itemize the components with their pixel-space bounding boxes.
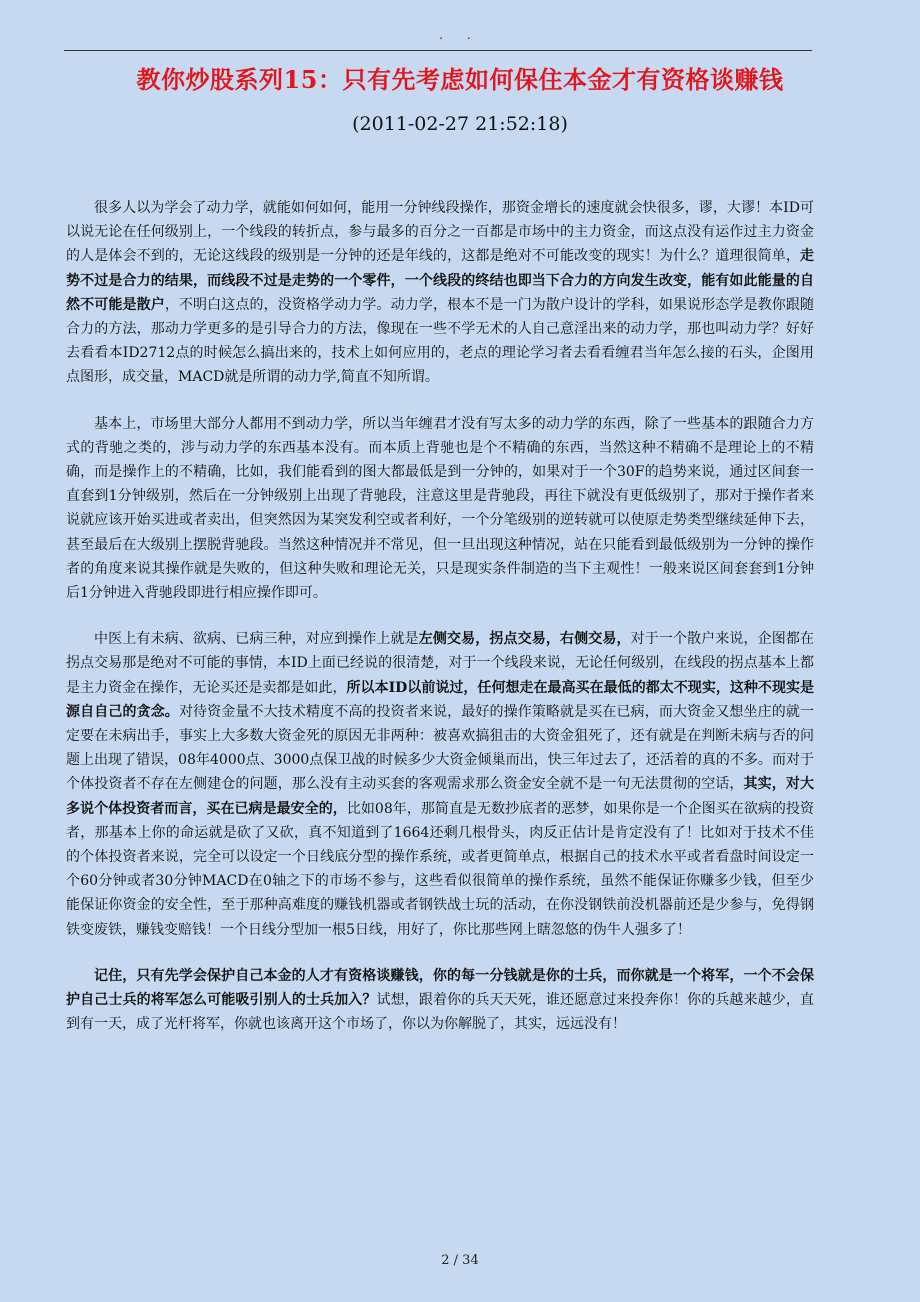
text-run: ，不明白这点的，没资格学动力学。动力学，根本不是一门为散户设计的学科，如果说形态学是教你跟随合力的方法，那动力学更多的是引导合力的方法，像现在一些不学无术的人自己意淫出来的动力学，那也叫动力学？好好去看看本ID2712点的时候怎么搞出来的，技术上如何应用的，老点的理论学习者去看看缠君当年怎么接的石头，企图用点图形，成交量，MACD就是所谓的动力学,简直不知所谓。 [66, 296, 815, 386]
bold-text-run: 左侧交易，拐点交易，右侧交易， [418, 631, 631, 648]
paragraph-1 [66, 196, 814, 390]
text-run: 对待资金量不大技术精度不高的投资者来说，最好的操作策略就是买在已病，而大资金又想坐庄的就一定要在未病出手，事实上大多数大资金死的原因无非两种：被喜欢搞狙击的大资金狙死了，还有就是在判断未病与否的问题上出现了错误，08年4000点、3000点保卫战的时候多少大资金倾巢而出，快三年过去了，还活着的真的不多。而对于个体投资者不存在左侧建仓的问题，那么没有主动买套的客观需求那么资金安全就不是一句无法贯彻的空话， [66, 703, 815, 793]
text-run: 很多人以为学会了动力学，就能如何如何，能用一分钟线段操作，那资金增长的速度就会快很多，谬，大谬！本ID可以说无论在任何级别上，一个线段的转折点，参与最多的百分之一百都是市场中的主力资金，而这点没有运作过主力资金的人是体会不到的，无论这线段的级别是一分钟的还是年线的，这都是绝对不可能改变的现实！为什么？道理很简单， [66, 200, 814, 265]
bold-text-run: 记住，只有先学会保护自己本金的人才有资格谈赚钱，你的每一分钱就是你的士兵，而你就是一个将军，一个不会保护自己士兵的将军怎么可能吸引别人的士兵加入？ [66, 967, 814, 1009]
text-run: 中医上有未病、欲病、已病三种，对应到操作上就是 [94, 631, 419, 648]
text-run: 比如08年，那简直是无数抄底者的恶梦，如果你是一个企图买在欲病的投资者，那基本上你的命运就是砍了又砍，真不知道到了1664还剩几根骨头，肉反正估计是肯定没有了！比如对于技术不佳的个体投资者来说，完全可以设定一个日线底分型的操作系统，或者更简单点，根据自己的技术水平或者看盘时间设定一个60分钟或者30分钟MACD在0轴之下的市场不参与，这些看似很简单的操作系统，虽然不能保证你赚多少钱，但至少能保证你资金的安全性，至于那种高难度的赚钱机器或者钢铁战士玩的活动，在你没钢铁前没机器前还是少参与，免得钢铁变废铁，赚钱变赔钱！一个日线分型加一根5日线，用好了，你比那些网上瞎忽悠的伪牛人强多了！ [66, 800, 815, 938]
text-run: 基本上，市场里大部分人都用不到动力学，所以当年缠君才没有写太多的动力学的东西，除了一些基本的跟随合力方式的背驰之类的，涉与动力学的东西基本没有。而本质上背驰也是个不精确的东西，当然这种不精确不是理论上的不精确，而是操作上的不精确，比如，我们能看到的图大都最低是到一分钟的，如果对于一个30F的趋势来说，通过区间套一直套到1分钟级别，然后在一分钟级别上出现了背驰段，注意这里是背驰段，再往下就没有更低级别了，那对于操作者来说就应该开始买进或者卖出，但突然因为某突发利空或者利好，一个分笔级别的逆转就可以使原走势类型继续延伸下去，甚至最后在大级别上摆脱背驰段。当然这种情况并不常见，但一旦出现这种情况，站在只能看到最低级别为一分钟的操作者的角度来说其操作就是失败的，但这种失败和理论无关，只是现实条件制造的当下主观性！一般来说区间套套到1分钟后1分钟进入背驰段即进行相应操作即可。 [66, 415, 814, 602]
header-rule [64, 50, 812, 51]
paragraph-3 [66, 627, 814, 942]
text-run: 试想，跟着你的兵天天死，谁还愿意过来投奔你！你的兵越来越少，直到有一天，成了光杆将军，你就也该离开这个市场了，你以为你解脱了，其实，远远没有！ [66, 992, 815, 1033]
article-body [66, 196, 814, 1059]
bold-text-run: 走势不过是合力的结果，而线段不过是走势的一个零件，一个线段的终结也即当下合力的方向发生改变，能有如此能量的自然不可能是散户 [66, 248, 814, 313]
bold-text-run: 所以本ID以前说过，任何想走在最高买在最低的都太不现实，这种不现实是源自自己的贪念。 [66, 679, 815, 720]
bold-text-run: 其实，对大多说个体投资者而言，买在已病是最安全的， [66, 776, 815, 817]
paragraph-2 [66, 412, 814, 606]
text-run: 对于一个散户来说，企图都在拐点交易那是绝对不可能的事情，本ID上面已经说的很清楚，对于一个线段来说，无论任何级别，在线段的拐点基本上都是主力资金在操作，无论买还是卖都是如此， [66, 631, 815, 696]
article-title: 教你炒股系列15：只有先考虑如何保住本金才有资格谈赚钱 [136, 65, 784, 94]
article-date: (2011-02-27 21:52:18) [352, 113, 568, 135]
paragraph-4 [66, 964, 814, 1037]
header-dots: . . [439, 28, 481, 42]
page-number: 2 / 34 [441, 1253, 479, 1268]
